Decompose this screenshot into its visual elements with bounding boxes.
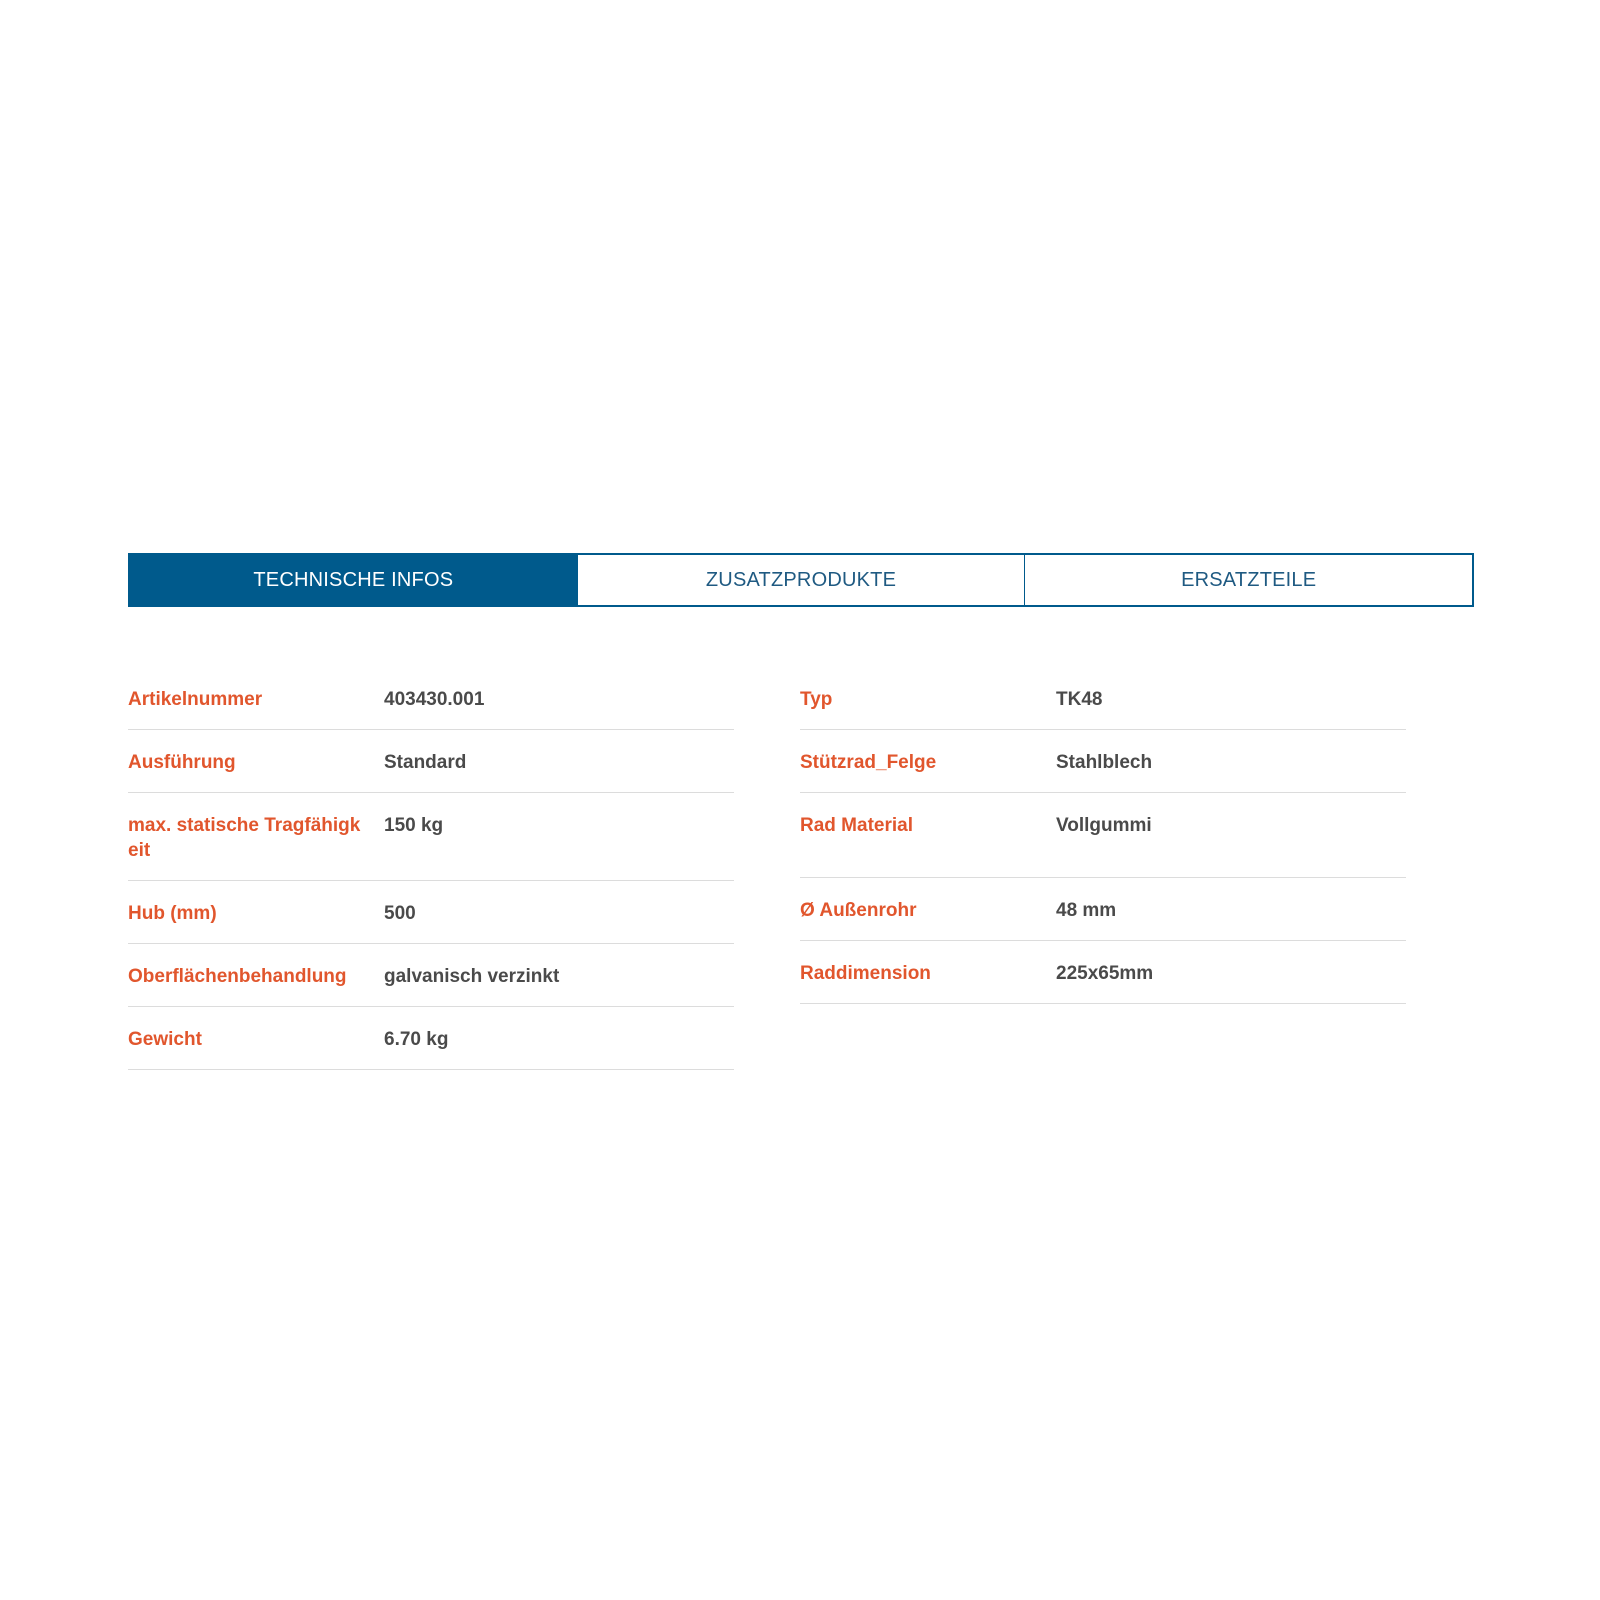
spec-label: Typ bbox=[800, 689, 833, 710]
spec-row-stuetzrad-felge bbox=[800, 730, 1406, 793]
spec-value: 150 kg bbox=[384, 815, 444, 836]
spec-label: Oberflächenbehandlung bbox=[128, 966, 347, 987]
spec-value: 225x65mm bbox=[1056, 963, 1154, 984]
spec-row-rad-material bbox=[800, 793, 1406, 878]
spec-label: Artikelnummer bbox=[128, 689, 263, 710]
spec-label: Gewicht bbox=[128, 1029, 202, 1050]
spec-label: Raddimension bbox=[800, 963, 931, 984]
spec-row-raddimension bbox=[800, 941, 1406, 1004]
tab-ersatzteile[interactable]: ERSATZTEILE bbox=[1024, 555, 1472, 605]
spec-value: Vollgummi bbox=[1056, 815, 1152, 836]
spec-row-typ bbox=[800, 667, 1406, 730]
spec-value: 500 bbox=[384, 903, 416, 924]
tab-zusatzprodukte[interactable]: ZUSATZPRODUKTE bbox=[577, 555, 1025, 605]
spec-label: max. statische Tragfähigkeit bbox=[128, 815, 361, 861]
spec-value: Standard bbox=[384, 752, 467, 773]
spec-label: Rad Material bbox=[800, 815, 913, 836]
spec-row-gewicht bbox=[128, 1007, 734, 1070]
spec-label: Stützrad_Felge bbox=[800, 752, 937, 773]
spec-value: 48 mm bbox=[1056, 900, 1117, 921]
spec-row-ausfuehrung bbox=[128, 730, 734, 793]
tab-bar bbox=[128, 553, 1474, 607]
spec-row-oberflaechenbehandlung bbox=[128, 944, 734, 1007]
spec-row-artikelnummer bbox=[128, 667, 734, 730]
spec-row-hub bbox=[128, 881, 734, 944]
spec-value: 6.70 kg bbox=[384, 1029, 449, 1050]
spec-row-aussenrohr bbox=[800, 878, 1406, 941]
tab-technische-infos[interactable]: TECHNISCHE INFOS bbox=[130, 555, 577, 605]
spec-row-tragfaehigkeit bbox=[128, 793, 734, 881]
spec-label: Ø Außenrohr bbox=[800, 900, 917, 921]
spec-label: Hub (mm) bbox=[128, 903, 217, 924]
spec-value: 403430.001 bbox=[384, 689, 485, 710]
specs-table-right bbox=[800, 667, 1406, 1004]
spec-value: Stahlblech bbox=[1056, 752, 1153, 773]
spec-value: galvanisch verzinkt bbox=[384, 966, 560, 987]
spec-label: Ausführung bbox=[128, 752, 236, 773]
spec-value: TK48 bbox=[1056, 689, 1103, 710]
specs-table-left bbox=[128, 667, 734, 1070]
